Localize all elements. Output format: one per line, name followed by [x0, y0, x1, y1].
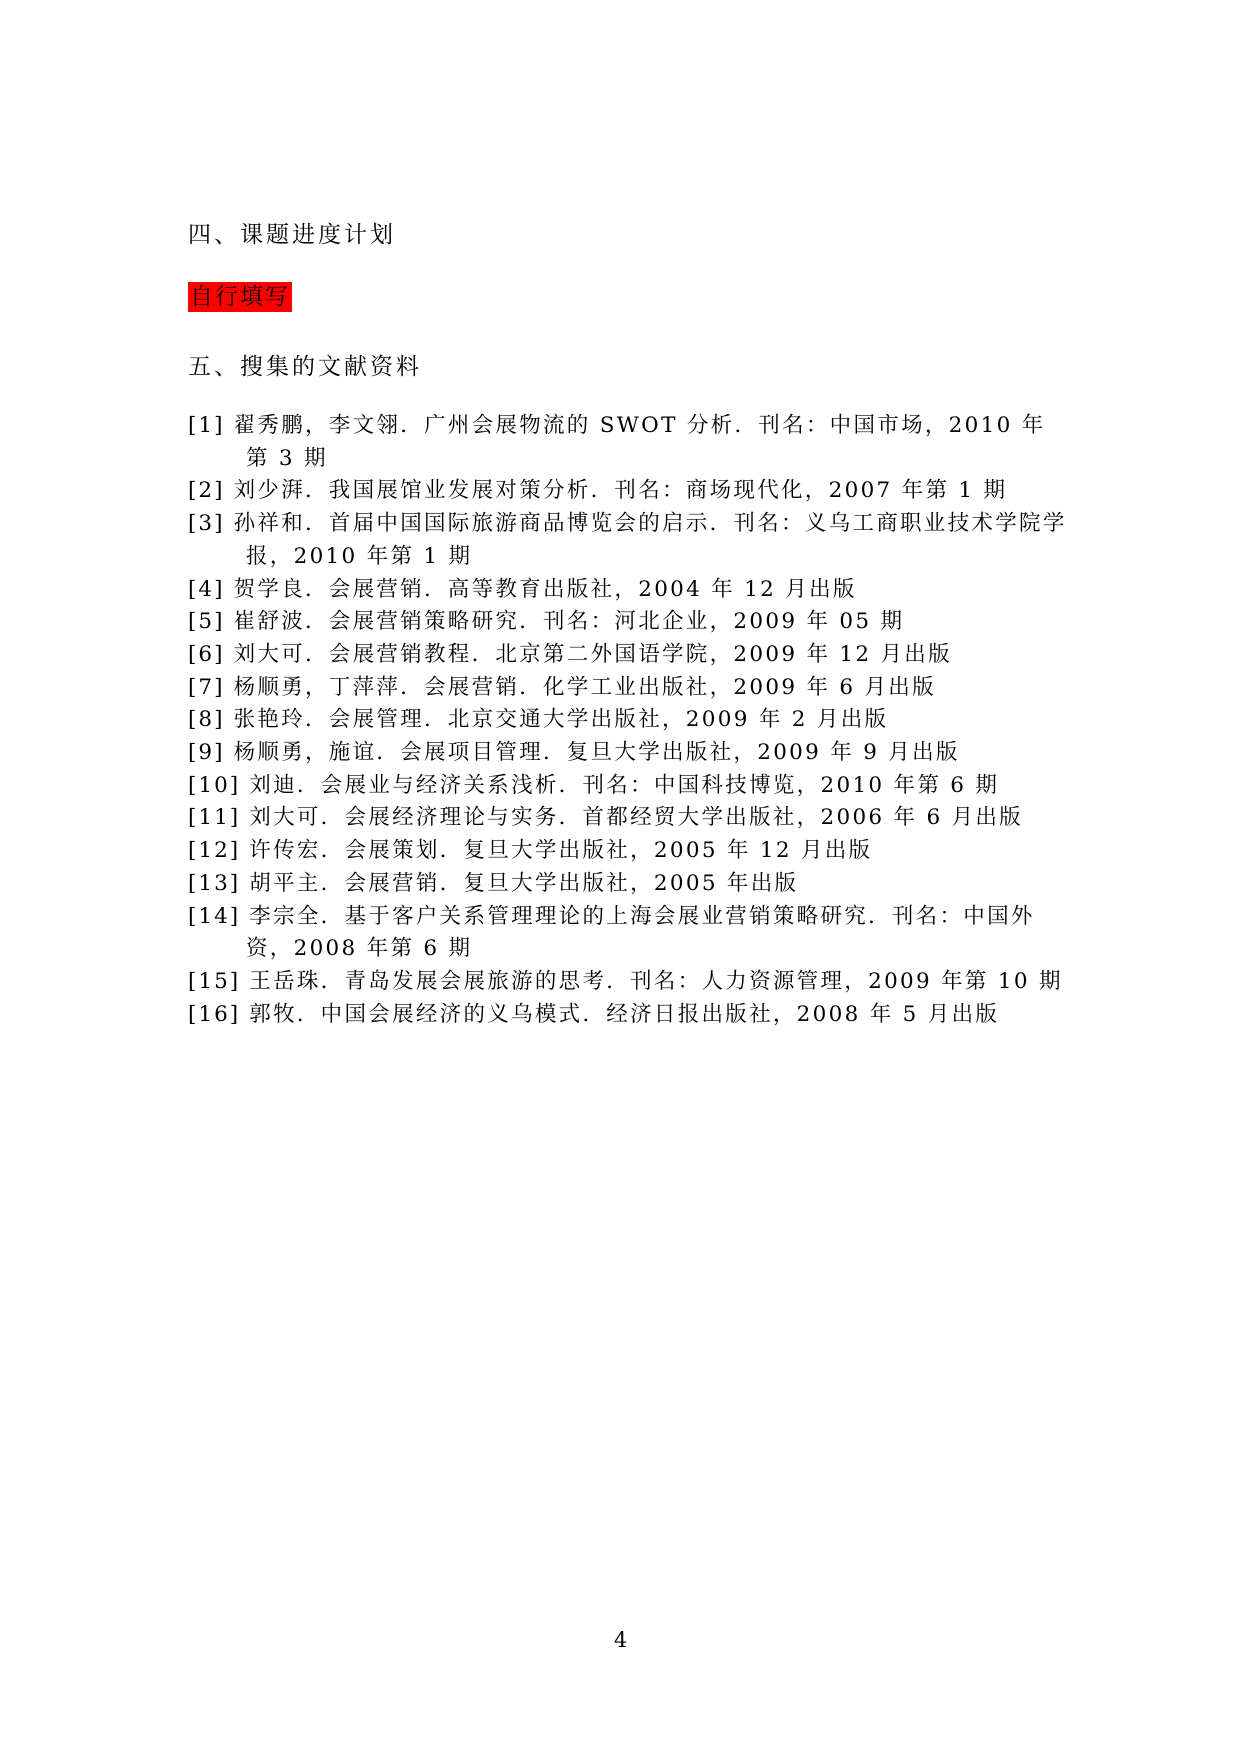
reference-item: [188, 508, 1068, 573]
reference-text: 杨顺勇，丁萍萍．会展营销．化学工业出版社，2009 年 6 月出版: [233, 674, 936, 700]
reference-number: [8]: [188, 707, 225, 733]
reference-text: 王岳珠．青岛发展会展旅游的思考．刊名：人力资源管理，2009 年第 10 期: [249, 968, 1063, 994]
reference-number: [7]: [188, 674, 225, 700]
reference-item: [188, 901, 1068, 966]
reference-item: [188, 606, 1068, 639]
reference-text: 翟秀鹏，李文翎．广州会展物流的 SWOT 分析．刊名：中国市场，2010 年第 3 期: [233, 413, 1046, 471]
reference-item: [188, 737, 1068, 770]
section-5-heading: 五、搜集的文献资料: [188, 354, 422, 380]
reference-text: 郭牧．中国会展经济的义乌模式．经济日报出版社，2008 年 5 月出版: [249, 1001, 1000, 1027]
reference-list: [188, 410, 1068, 1031]
reference-item: [188, 999, 1068, 1032]
reference-number: [14]: [188, 903, 241, 929]
reference-text: 刘大可．会展经济理论与实务．首都经贸大学出版社，2006 年 6 月出版: [249, 805, 1023, 831]
reference-text: 刘少湃．我国展馆业发展对策分析．刊名：商场现代化，2007 年第 1 期: [233, 478, 1008, 504]
section-4-heading: 四、课题进度计划: [188, 222, 396, 248]
reference-text: 刘大可．会展营销教程．北京第二外国语学院，2009 年 12 月出版: [233, 641, 952, 667]
reference-item: [188, 835, 1068, 868]
reference-number: [16]: [188, 1001, 241, 1027]
reference-item: [188, 802, 1068, 835]
reference-number: [9]: [188, 740, 225, 766]
reference-number: [15]: [188, 968, 241, 994]
reference-text: 张艳玲．会展管理．北京交通大学出版社，2009 年 2 月出版: [233, 707, 889, 733]
reference-number: [3]: [188, 511, 225, 537]
reference-item: [188, 475, 1068, 508]
reference-text: 刘迪．会展业与经济关系浅析．刊名：中国科技博览，2010 年第 6 期: [249, 772, 1000, 798]
fill-in-placeholder: 自行填写: [190, 284, 290, 310]
reference-number: [1]: [188, 413, 225, 438]
reference-number: [13]: [188, 870, 241, 896]
reference-number: [10]: [188, 772, 241, 798]
reference-text: 孙祥和．首届中国国际旅游商品博览会的启示．刊名：义乌工商职业技术学院学报，2010 年第 1 期: [233, 511, 1067, 569]
reference-item: [188, 410, 1068, 475]
reference-number: [5]: [188, 609, 225, 635]
reference-item: [188, 770, 1068, 803]
reference-item: [188, 966, 1068, 999]
reference-text: 贺学良．会展营销．高等教育出版社，2004 年 12 月出版: [233, 576, 857, 602]
reference-text: 杨顺勇，施谊．会展项目管理．复旦大学出版社，2009 年 9 月出版: [233, 740, 960, 766]
reference-number: [2]: [188, 478, 225, 504]
reference-item: [188, 574, 1068, 607]
reference-text: 许传宏．会展策划．复旦大学出版社，2005 年 12 月出版: [249, 838, 873, 864]
reference-item: [188, 672, 1068, 705]
reference-number: [6]: [188, 641, 225, 667]
reference-number: [11]: [188, 805, 241, 831]
reference-item: [188, 868, 1068, 901]
reference-number: [4]: [188, 576, 225, 602]
reference-text: 崔舒波．会展营销策略研究．刊名：河北企业，2009 年 05 期: [233, 609, 905, 635]
reference-item: [188, 704, 1068, 737]
reference-text: 胡平主．会展营销．复旦大学出版社，2005 年出版: [249, 870, 799, 896]
reference-item: [188, 639, 1068, 672]
page-number: 4: [613, 1628, 628, 1652]
reference-number: [12]: [188, 838, 241, 864]
reference-text: 李宗全．基于客户关系管理理论的上海会展业营销策略研究．刊名：中国外资，2008 年第 6 期: [246, 903, 1035, 962]
